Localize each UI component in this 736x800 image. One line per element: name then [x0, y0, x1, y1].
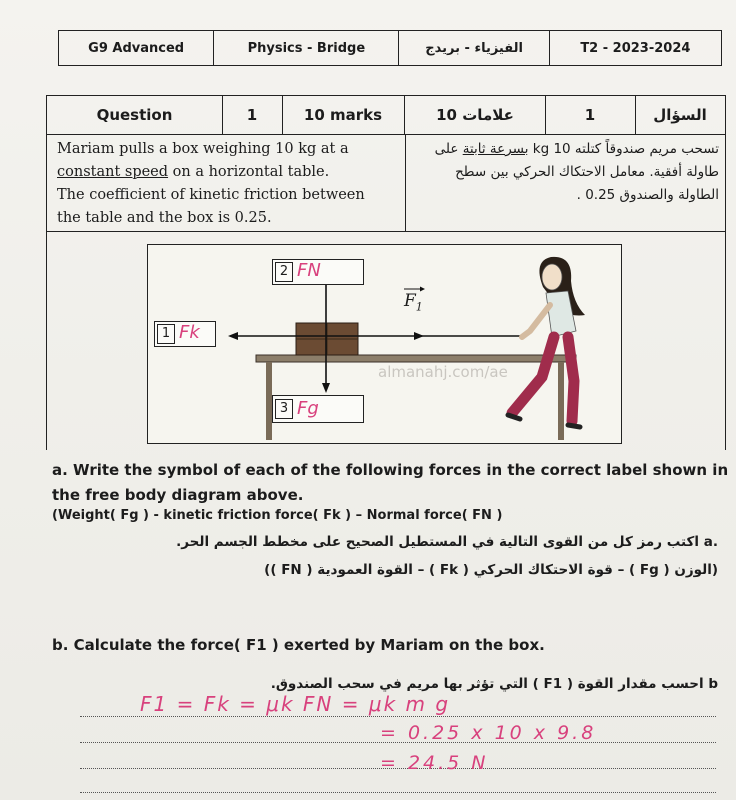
girl-arm [522, 305, 550, 337]
problem-english [57, 138, 397, 230]
problem-en-line-1: Mariam pulls a box weighing 10 kg at a [57, 141, 349, 157]
handwritten-answer-2: = 0.25 x 10 x 9.8 [380, 722, 597, 744]
problem-arabic [413, 138, 719, 207]
constant-speed-text: constant speed [57, 164, 169, 180]
question-label-ar: السؤال [653, 106, 707, 124]
f1-label [404, 291, 423, 313]
girl-head [542, 264, 562, 290]
problem-ar-line-1-c: على [434, 141, 463, 157]
label-box-3[interactable] [272, 395, 364, 423]
exam-header [58, 30, 722, 66]
label-box-2[interactable] [272, 259, 364, 285]
answer-line-1[interactable] [80, 716, 716, 717]
marks-label: 10 marks [282, 96, 405, 134]
f1-subscript: 1 [415, 300, 423, 314]
grade-cell: G9 Advanced [59, 31, 214, 65]
problem-en-line-3: The coefficient of kinetic friction between [57, 187, 365, 203]
problem-en-line-2-rest: on a horizontal table. [168, 164, 330, 180]
handwritten-answer-3: = 24.5 N [380, 752, 489, 774]
part-b-question: b. Calculate the force( F1 ) exerted by Mariam on the box. [52, 636, 545, 654]
girl-legs [512, 337, 574, 421]
answer-line-4[interactable] [80, 792, 716, 793]
label-box-2-number: 2 [275, 262, 293, 282]
friction-arrowhead [228, 332, 238, 340]
subject-en-cell: Physics - Bridge [214, 31, 399, 65]
diagram-svg [148, 245, 621, 443]
handwritten-answer-1: F1 = Fk = μk FN = μk m g [140, 692, 451, 716]
label-box-2-answer: FN [297, 260, 321, 281]
part-a-question: a. Write the symbol of each of the following forces in the correct label shown in the free body diagram above. [52, 461, 729, 504]
label-box-3-number: 3 [275, 399, 293, 419]
part-a-forces-ar: (الوزن ( Fg ) – قوة الاحتكاك الحركي ( Fk ) – القوة العمودية ( FN )) [264, 562, 718, 578]
problem-ar-line-1-a: تسحب مريم صندوقاً كتلته 10 kg [528, 141, 719, 157]
question-number-ar: 1 [545, 96, 636, 134]
label-box-1-answer: Fk [179, 322, 200, 343]
part-a-instruction-ar: .a اكتب رمز كل من القوى التالية في المستطيل الصحيح على مخطط الجسم الحر. [176, 534, 718, 550]
problem-en-line-2 [57, 161, 397, 184]
f1-arrowhead [414, 332, 424, 340]
label-box-1-number: 1 [157, 324, 175, 344]
watermark: almanahj.com/ae [378, 363, 508, 381]
year-cell: T2 - 2023-2024 [580, 40, 691, 56]
question-table [46, 95, 726, 232]
problem-en-line-4: the table and the box is 0.25. [57, 210, 272, 226]
question-label: Question [47, 96, 223, 134]
label-box-3-answer: Fg [297, 398, 319, 419]
marks-ar-label: 10 علامات [405, 96, 546, 134]
problem-ar-underlined: بسرعة ثابتة [462, 141, 529, 157]
table-leg-right [558, 362, 564, 440]
question-number: 1 [222, 96, 283, 134]
problem-ar-line-2: طاولة أفقية. معامل الاحتكاك الحركي بين سطح [455, 164, 719, 180]
question-header-row [47, 96, 725, 135]
figure-area [46, 230, 726, 450]
part-b-question-ar: b احسب مقدار القوة ( F1 ) التي تؤثر بها مريم في سحب الصندوق. [270, 676, 718, 692]
problem-ar-line-3: الطاولة والصندوق 0.25 . [576, 187, 719, 203]
free-body-diagram [147, 244, 622, 444]
f1-letter: F [404, 291, 416, 311]
problem-ar-line-1 [413, 138, 719, 161]
column-divider [405, 134, 406, 231]
weight-arrowhead [322, 383, 330, 393]
subject-ar-cell: الفيزياء - بريدج [399, 31, 549, 65]
part-a-forces-en: (Weight( Fg ) - kinetic friction force( Fk ) – Normal force( FN ) [52, 508, 503, 523]
table-top [256, 355, 576, 362]
label-box-1[interactable] [154, 321, 216, 347]
